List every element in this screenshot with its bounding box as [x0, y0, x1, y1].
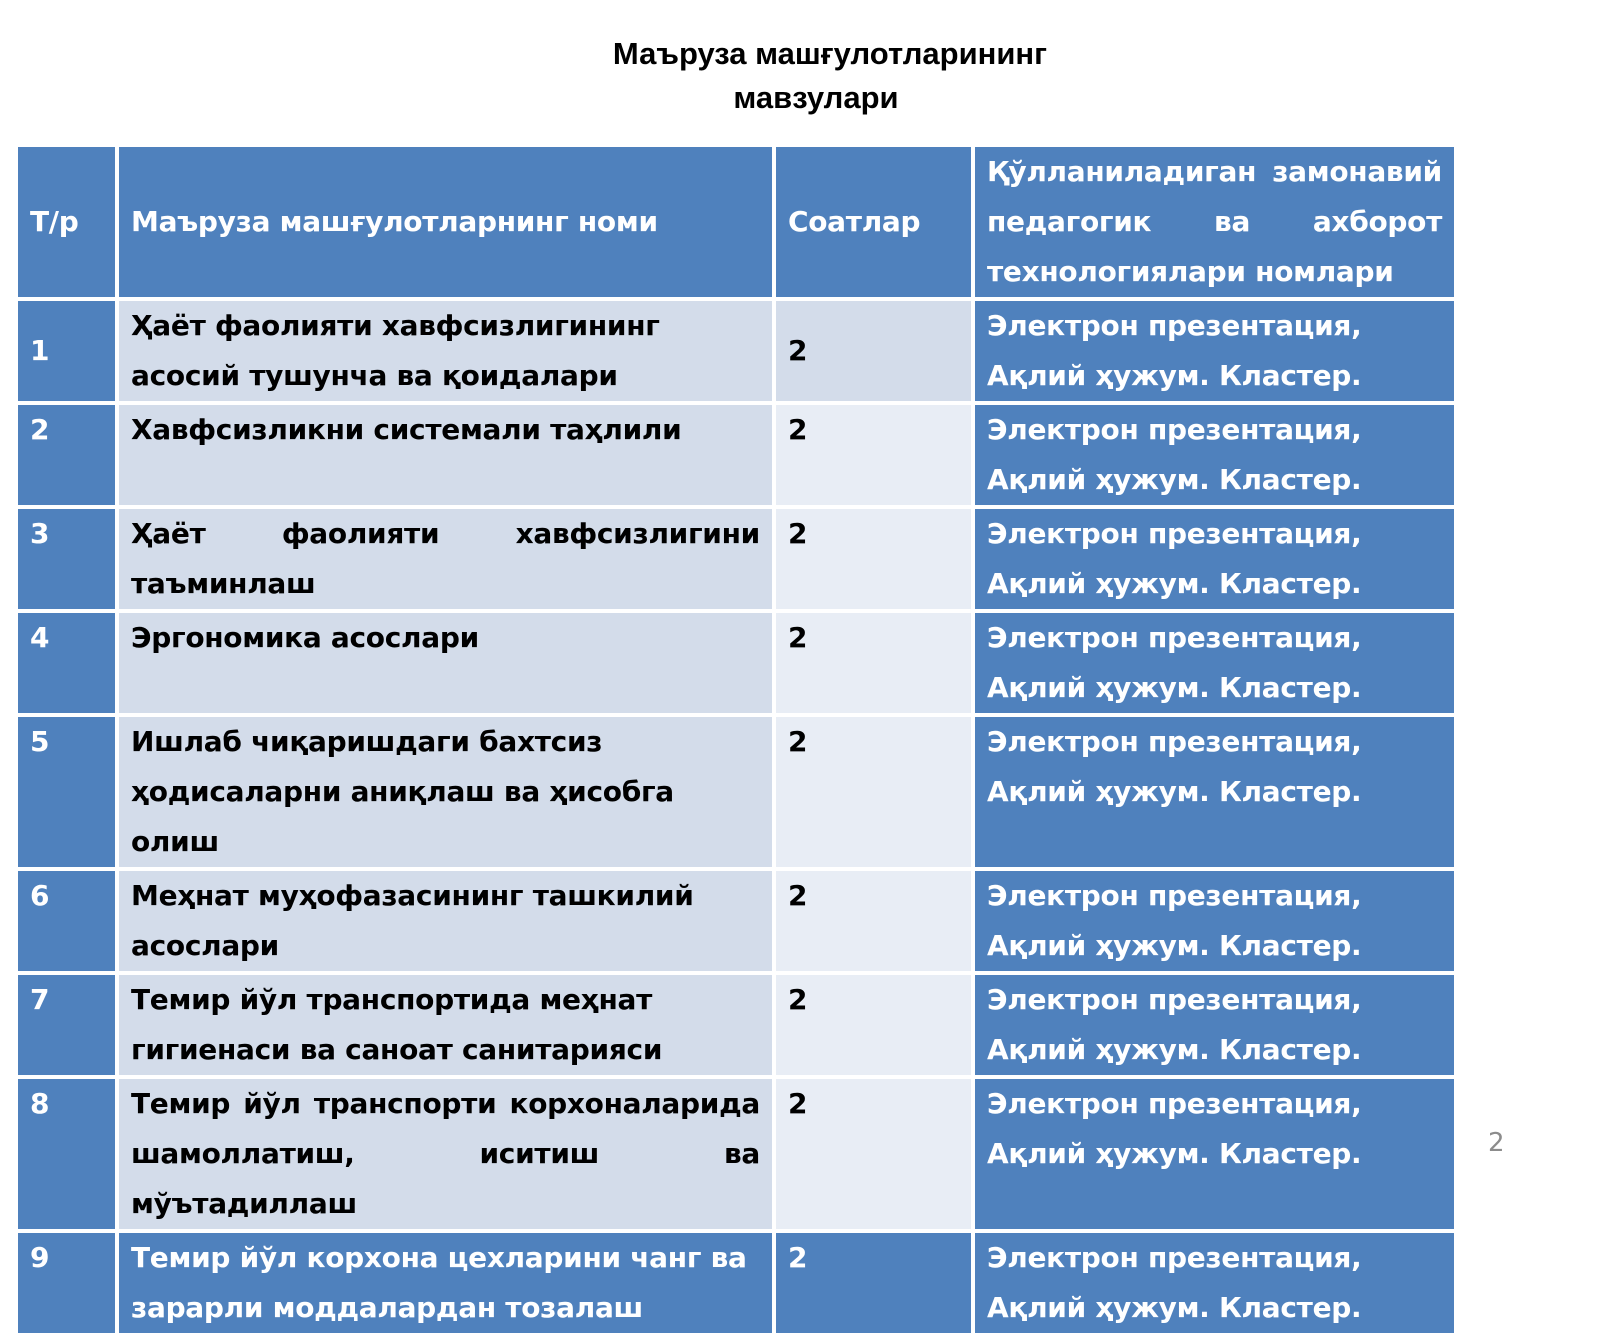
header-hours: Соатлар [776, 147, 971, 297]
row-hours: 2 [776, 301, 971, 401]
table-row [18, 1079, 1454, 1229]
tech-line-2: Ақлий ҳужум. Кластер. [987, 1033, 1362, 1066]
row-number: 4 [18, 613, 115, 713]
row-hours: 2 [776, 717, 971, 867]
tech-line-1: Электрон презентация, [987, 879, 1362, 912]
tech-line-2: Ақлий ҳужум. Кластер. [987, 463, 1362, 496]
row-hours: 2 [776, 405, 971, 505]
row-number: 1 [18, 301, 115, 401]
table-row [18, 717, 1454, 867]
row-number: 9 [18, 1233, 115, 1333]
row-hours: 2 [776, 975, 971, 1075]
tech-line-2: Ақлий ҳужум. Кластер. [987, 1137, 1362, 1170]
row-lecture-name: Темир йўл транспортида меҳнат гигиенаси ва саноат санитарияси [119, 975, 772, 1075]
row-lecture-name: Ҳаёт фаолияти хавфсизлигининг асосий тушунча ва қоидалари [119, 301, 772, 401]
row-technologies [975, 301, 1454, 401]
table-row [18, 613, 1454, 713]
header-number: Т/р [18, 147, 115, 297]
tech-line-1: Электрон презентация, [987, 1087, 1362, 1120]
row-hours: 2 [776, 1079, 971, 1229]
table-row [18, 975, 1454, 1075]
row-number: 2 [18, 405, 115, 505]
row-lecture-name: Темир йўл транспорти корхоналарида шамоллатиш, иситиш ва мўътадиллаш [119, 1079, 772, 1229]
row-hours: 2 [776, 613, 971, 713]
page-number: 2 [1488, 1128, 1505, 1158]
row-technologies [975, 1233, 1454, 1333]
row-number: 6 [18, 871, 115, 971]
header-technologies: Қўлланиладиган замонавий педагогик ва ахборот технологиялари номлари [975, 147, 1454, 297]
row-number: 8 [18, 1079, 115, 1229]
row-number: 7 [18, 975, 115, 1075]
row-hours: 2 [776, 871, 971, 971]
title-line-2: мавзулари [733, 80, 899, 115]
tech-line-2: Ақлий ҳужум. Кластер. [987, 671, 1362, 704]
tech-line-1: Электрон презентация, [987, 309, 1362, 342]
title-line-1: Маъруза машғулотларининг [612, 36, 1048, 71]
table-row [18, 405, 1454, 505]
row-technologies [975, 509, 1454, 609]
header-lecture-name: Маъруза машғулотларнинг номи [119, 147, 772, 297]
row-lecture-name: Ишлаб чиқаришдаги бахтсиз ҳодисаларни аниқлаш ва ҳисобга олиш [119, 717, 772, 867]
row-technologies [975, 405, 1454, 505]
row-technologies [975, 975, 1454, 1075]
tech-line-1: Электрон презентация, [987, 413, 1362, 446]
row-number: 5 [18, 717, 115, 867]
tech-line-1: Электрон презентация, [987, 621, 1362, 654]
row-hours: 2 [776, 509, 971, 609]
row-lecture-name: Ҳаёт фаолияти хавфсизлигини таъминлаш [119, 509, 772, 609]
lecture-topics-table [14, 143, 1458, 1337]
tech-line-2: Ақлий ҳужум. Кластер. [987, 775, 1362, 808]
tech-line-1: Электрон презентация, [987, 517, 1362, 550]
tech-line-1: Электрон презентация, [987, 983, 1362, 1016]
tech-line-1: Электрон презентация, [987, 725, 1362, 758]
row-technologies [975, 613, 1454, 713]
slide-title [560, 32, 1100, 120]
tech-line-2: Ақлий ҳужум. Кластер. [987, 1291, 1362, 1324]
table-row [18, 871, 1454, 971]
row-lecture-name: Темир йўл корхона цехларини чанг ва зарарли моддалардан тозалаш [119, 1233, 772, 1333]
tech-line-2: Ақлий ҳужум. Кластер. [987, 567, 1362, 600]
table-row [18, 301, 1454, 401]
table-header-row [18, 147, 1454, 297]
row-technologies [975, 871, 1454, 971]
row-lecture-name: Эргономика асослари [119, 613, 772, 713]
row-lecture-name: Хавфсизликни системали таҳлили [119, 405, 772, 505]
row-lecture-name: Меҳнат муҳофазасининг ташкилий асослари [119, 871, 772, 971]
row-hours: 2 [776, 1233, 971, 1333]
row-technologies [975, 1079, 1454, 1229]
tech-line-2: Ақлий ҳужум. Кластер. [987, 929, 1362, 962]
row-technologies [975, 717, 1454, 867]
tech-line-1: Электрон презентация, [987, 1241, 1362, 1274]
tech-line-2: Ақлий ҳужум. Кластер. [987, 359, 1362, 392]
table-row [18, 1233, 1454, 1333]
table-row [18, 509, 1454, 609]
row-number: 3 [18, 509, 115, 609]
